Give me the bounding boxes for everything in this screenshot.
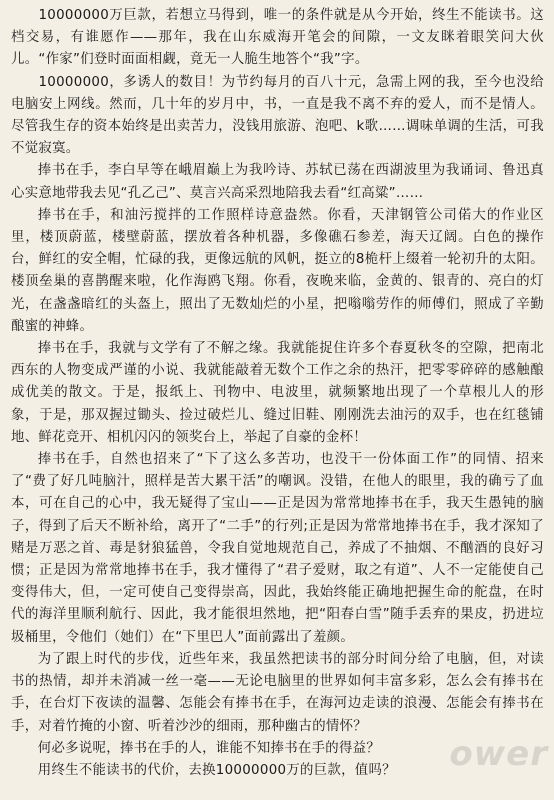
paragraph-7: 为了跟上时代的步伐，近些年来，我虽然把读书的部分时间分给了电脑，但，对读书的热情，却并未消减一丝一毫——无论电脑里的世界如何丰富多彩，怎么会有捧书在手，在台灯下夜读的温馨、怎能会有捧书在手，在海河边走读的浪漫、怎能会有捧书在手，对着竹掩的小窗、听着沙沙的细雨，那种幽古的情怀？	[11, 651, 544, 734]
paragraph-1: 10000000万巨款，若想立马得到，唯一的条件就是从今开始，终生不能读书。这档交易，有谁愿作——那年，我在山东威海开笔会的间隙，一文友眯着眼笑问大伙儿。“作家”们登时面面相觑，竟无一人脆生地答个“我”字。	[11, 8, 544, 68]
paragraph-6: 捧书在手，自然也招来了“下了这么多苦功，也没干一份体面工作”的同情、招来了“费了好几吨脑汁，照样是苦大累干活”的嘲讽。没错，在他人的眼里，我的确亏了血本，可在自己的心中，我无疑得了宝山——正是因为常常地捧书在手，我天生愚钝的脑子，得到了后天不断补给，离开了“二手”的行列;正是因为常常地捧书在手，我才深知了赌是万恶之首、毒是豺狼猛兽，令我自觉地规范自己，养成了不抽烟、不酗酒的良好习惯；正是因为常常地捧书在手，我才懂得了“君子爱财，取之有道”、人不一定能使自己变得伟大，但，一定可使自己变得崇高，因此，我始终能正确地把握生命的舵盘，在时代的海洋里顺利航行、因此，我才能很坦然地，把“阳春白雪”随手丢弃的果皮，扔进垃圾桶里，令他们（她们）在“下里巴人”面前露出了羞颜。	[11, 452, 544, 645]
paragraph-9: 用终生不能读书的代价，去换10000000万的巨款，值吗？	[37, 762, 396, 778]
paragraph-2: 10000000，多诱人的数目！为节约每月的百八十元，急需上网的我，至今也没给电脑安上网线。然而，几十年的岁月中，书，一直是我不离不弃的爱人，而不是情人。尽管我生存的资本始终是出卖苦力，没钱用旅游、泡吧、k歌……调味单调的生活，可我不觉寂寞。	[11, 74, 544, 157]
paragraph-8: 何必多说呢，捧书在手的人，谁能不知捧书在手的得益？	[37, 740, 381, 756]
paragraph-5: 捧书在手，我就与文学有了不解之缘。我就能捉住许多个春夏秋冬的空隙，把南北西东的人物变成严谨的小说、我就能敲着无数个工作之余的热汗，把零零碎碎的感触酿成优美的散文。于是，报纸上、刊物中、电波里，就频繁地出现了一个草根儿人的形象，于是，那双握过锄头、捡过破烂儿、缝过旧鞋、刚刚洗去油污的双手，也在红毯铺地、鲜花竞开、相机闪闪的领奖台上，举起了自豪的金杯！	[11, 341, 544, 445]
watermark-logo: ower	[449, 734, 548, 774]
paragraph-3: 捧书在手，李白早等在峨眉巅上为我吟诗、苏轼已荡在西湖波里为我诵词、鲁迅真心实意地带我去见“孔乙己”、莫言兴高采烈地陪我去看“红高粱”……	[11, 163, 544, 201]
paragraph-4: 捧书在手，和油污搅拌的工作照样诗意盎然。你看，天津钢管公司偌大的作业区里，楼顶蔚蓝，楼壁蔚蓝，摆放着各种机器，多像礁石参差，海天辽阔。白色的操作台，鲜红的安全帽，忙碌的我，更像远航的风帆，挺立的8桅杆上缀着一轮初升的太阳。楼顶垒巢的喜鹊醒来啦，化作海鸥飞翔。你看，夜晚来临，金黄的、银青的、亮白的灯光，在盏盏暗红的头盔上，照出了无数灿烂的小星，把嗡嗡劳作的师傅们，照成了辛勤酿蜜的神蜂。	[11, 207, 544, 334]
